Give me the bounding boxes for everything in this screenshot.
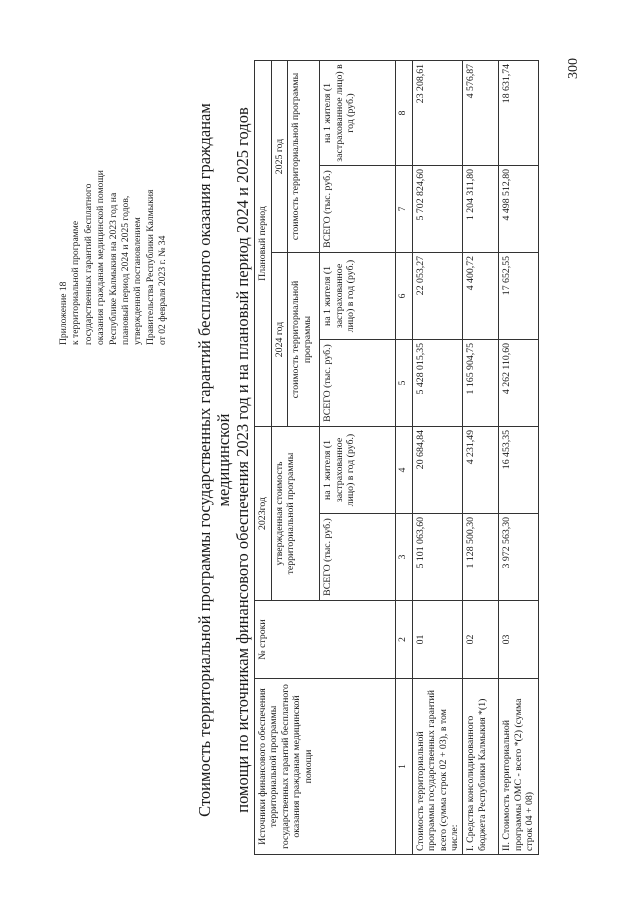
cell-per-capita-2024: 4 400,72	[463, 253, 499, 340]
header-cost-2025: стоимость территориальной программы	[288, 61, 320, 253]
header-total-2025: ВСЕГО (тыс. руб.)	[320, 166, 396, 253]
header-year-2025: 2025 год	[272, 61, 288, 253]
annex-line: государственных гарантий бесплатного	[82, 183, 94, 345]
header-year-2024: 2024 год	[272, 253, 288, 427]
annex-line: от 02 февраля 2023 г. № 34	[157, 235, 169, 345]
title-line-1: Стоимость территориальной программы государственных гарантий бесплатного оказания гражданам медицинской	[195, 103, 233, 817]
cell-per-capita-2024: 17 652,55	[499, 253, 538, 340]
row-label: I. Средства консолидированного бюджета Республики Калмыкия *(1)	[463, 679, 499, 855]
cell-total-2024: 1 165 904,75	[463, 340, 499, 427]
header-per-capita-2024: на 1 жителя (1 застрахованное лицо) в год (руб.)	[320, 253, 396, 340]
header-planned-period: Плановый период	[255, 61, 272, 427]
cell-total-2025: 1 204 311,80	[463, 166, 499, 253]
column-index: 8	[396, 61, 412, 166]
row-number: 02	[463, 601, 499, 679]
column-index: 1	[396, 679, 412, 855]
cell-total-2023: 1 128 500,30	[463, 514, 499, 601]
cell-per-capita-2025: 4 576,87	[463, 61, 499, 166]
cell-per-capita-2025: 18 631,74	[499, 61, 538, 166]
cell-total-2025: 4 498 512,80	[499, 166, 538, 253]
header-source: Источники финансового обеспечения территориальной программы государственных гарантий бесплатного оказания гражданам медицинской помощи	[255, 679, 396, 855]
header-cost-2024: стоимость территориальной программы	[288, 253, 320, 427]
title-line-2: помощи по источникам финансового обеспечения 2023 год и на плановый период 2024 и 2025 годов	[233, 107, 252, 813]
annex-line: Республике Калмыкия на 2023 год на	[107, 192, 119, 345]
cost-table	[254, 60, 539, 855]
cell-total-2025: 5 702 824,60	[412, 166, 463, 253]
annex-header	[58, 75, 170, 345]
column-index: 3	[396, 514, 412, 601]
row-number: 01	[412, 601, 463, 679]
table-row	[499, 61, 538, 855]
header-total-2023: ВСЕГО (тыс. руб.)	[320, 514, 396, 601]
cell-per-capita-2023: 4 231,49	[463, 427, 499, 514]
header-per-capita-2023: на 1 жителя (1 застрахованное лицо) в год (руб.)	[320, 427, 396, 514]
row-label: Стоимость территориальной программы государственных гарантий всего (сумма строк 02 + 03), в том числе:	[412, 679, 463, 855]
row-label: II. Стоимость территориальной программы ОМС - всего *(2) (сумма строк 04 + 08)	[499, 679, 538, 855]
column-index: 4	[396, 427, 412, 514]
annex-line: плановый период 2024 и 2025 годов,	[120, 195, 132, 345]
cell-total-2023: 3 972 563,30	[499, 514, 538, 601]
column-index: 6	[396, 253, 412, 340]
cell-per-capita-2023: 20 684,84	[412, 427, 463, 514]
column-index-row	[396, 61, 412, 855]
annex-line: утвержденной постановлением	[132, 217, 144, 345]
annex-line: оказания гражданам медицинской помощи	[95, 170, 107, 345]
column-index: 7	[396, 166, 412, 253]
header-approved-cost: утвержденная стоимость территориальной программы	[272, 427, 320, 601]
cell-per-capita-2024: 22 053,27	[412, 253, 463, 340]
column-index: 2	[396, 601, 412, 679]
cell-per-capita-2025: 23 208,61	[412, 61, 463, 166]
header-row-1	[255, 61, 272, 855]
header-total-2024: ВСЕГО (тыс. руб.)	[320, 340, 396, 427]
cell-per-capita-2023: 16 453,35	[499, 427, 538, 514]
cell-total-2023: 5 101 063,60	[412, 514, 463, 601]
annex-line: Правительства Республики Калмыкия	[144, 189, 156, 345]
page-number: 300	[566, 58, 581, 79]
header-row-number: № строки	[255, 601, 396, 679]
annex-line: Приложение 18	[58, 281, 69, 345]
column-index: 5	[396, 340, 412, 427]
header-year-2023: 2023год	[255, 427, 272, 601]
annex-line: к территориальной программе	[70, 220, 82, 345]
table-row	[463, 61, 499, 855]
cell-total-2024: 4 262 110,60	[499, 340, 538, 427]
header-per-capita-2025: на 1 жителя (1 застрахованное лицо) в год (руб.)	[320, 61, 396, 166]
row-number: 03	[499, 601, 538, 679]
table-row	[412, 61, 463, 855]
cell-total-2024: 5 428 015,35	[412, 340, 463, 427]
document-title	[195, 65, 252, 855]
